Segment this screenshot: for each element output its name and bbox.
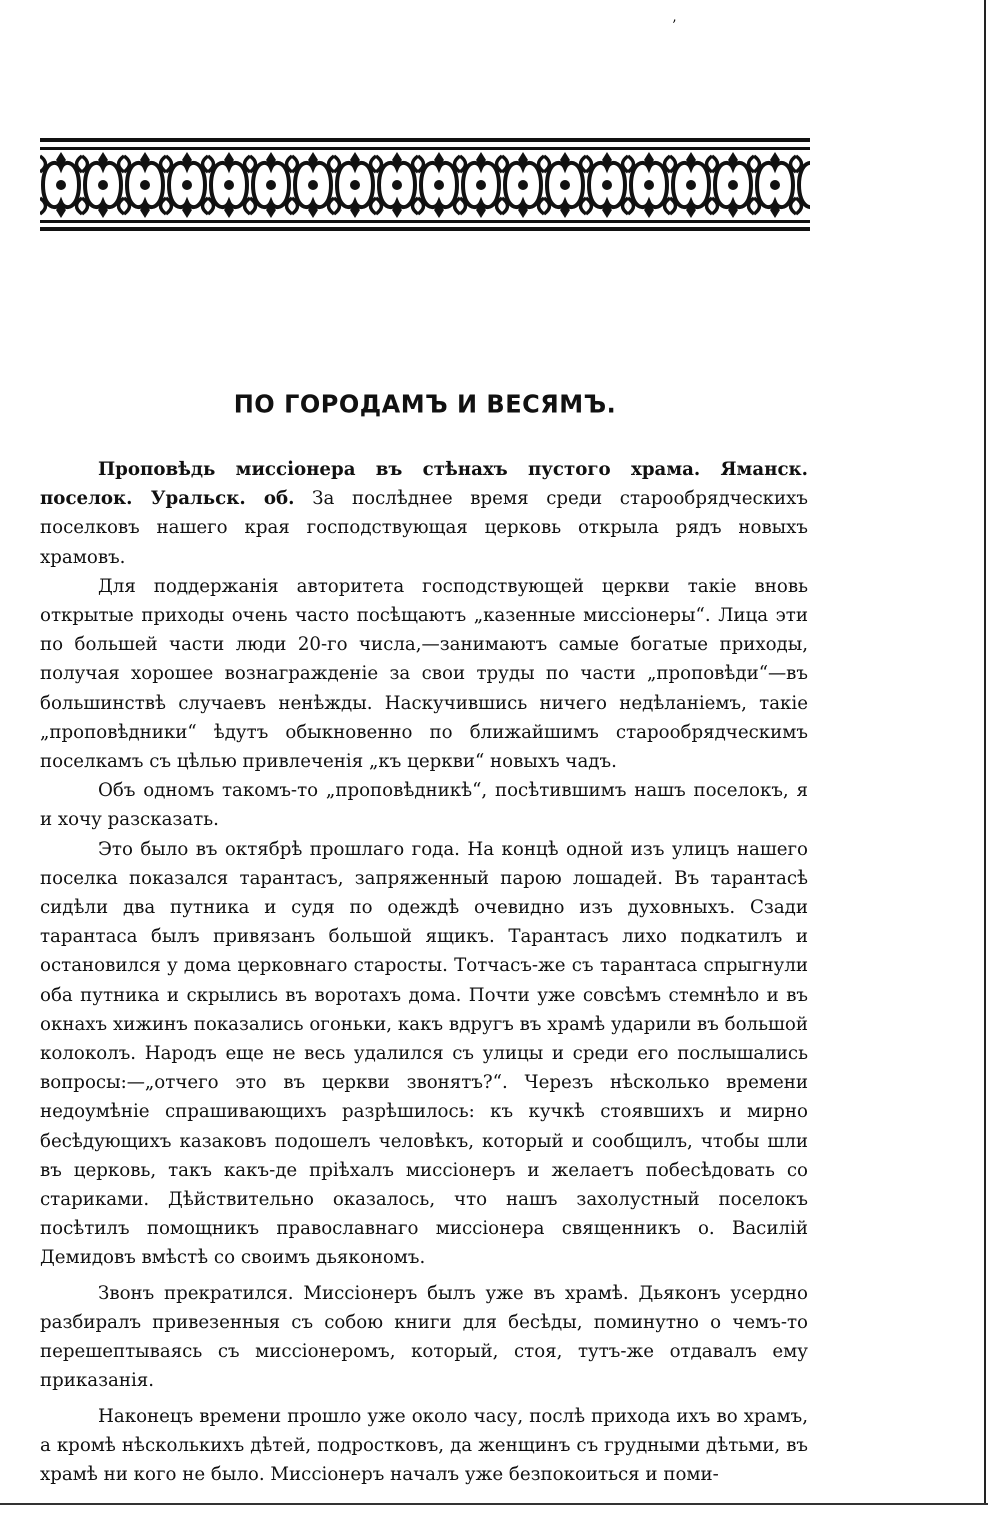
ornament-motif [334,152,376,218]
paragraph: Объ одномъ такомъ-то „проповѣдникѣ“, посѣтившимъ нашъ поселокъ, я и хочу разсказать. [40,780,808,831]
ornament-motif [796,152,810,218]
lead-text: За послѣднее время среди старообрядческихъ поселковъ нашего края господствующая церковь открыла рядъ новыхъ храмовъ. [40,488,808,568]
ornament-motif [82,152,124,218]
decorative-headpiece [40,138,810,232]
ornament-motif [292,152,334,218]
ornament-motif [40,152,82,218]
paragraph: Звонъ прекратился. Миссіонеръ былъ уже въ храмѣ. Дьяконъ усердно разбиралъ привезенныя съ собою книги для бесѣды, поминутно о чемъ-то перешептываясь съ миссіонеромъ, который, стоя, тутъ-же отдавалъ ему приказанія. [40,1282,808,1392]
lead-heading: Проповѣдь миссіонера въ стѣнахъ пустого храма. Яманск. поселок. Уральск. об. [40,459,808,510]
page-bottom-border [0,1503,988,1505]
ornament-motif [166,152,208,218]
ornament-motif [208,152,250,218]
ornament-motif [124,152,166,218]
paragraph: Наконецъ времени прошло уже около часу, послѣ прихода ихъ во храмъ, а кромѣ нѣсколькихъ дѣтей, подростковъ, да женщинъ съ грудными дѣтьми, въ храмѣ ни кого не было. Миссіонеръ началъ уже безпокоиться и поми- [40,1405,808,1485]
ornament-motif [670,152,712,218]
page-right-border [984,0,986,1503]
page-title: ПО ГОРОДАМЪ И ВЕСЯМЪ. [233,389,617,419]
ornament-motif [754,152,796,218]
ornament-motif [544,152,586,218]
print-speck: ’ [672,18,677,34]
paragraph-lead [40,455,808,572]
ornament-motif [418,152,460,218]
paragraph: Для поддержанія авторитета господствующей церкви такіе вновь открытые приходы очень часто посѣщаютъ „казенные миссіонеры“. Лица эти по большей части люди 20-го числа,—занимаютъ самые богатые приходы, получая хорошее вознагражденіе за свои труды по части „проповѣди“—въ большинствѣ случаевъ ненѣжды. Наскучившись ничего недѣланіемъ, такіе „проповѣдники“ ѣдутъ обыкновенно по ближайшимъ старообрядческимъ поселкамъ съ цѣлью привлеченія „къ церкви“ новыхъ чадъ. [40,575,808,773]
ornament-motif [712,152,754,218]
paragraph: Это было въ октябрѣ прошлаго года. На концѣ одной изъ улицъ нашего поселка показался тарантасъ, запряженный парою лошадей. Въ тарантасѣ сидѣли два путника и судя по одеждѣ очевидно изъ духовныхъ. Сзади тарантаса былъ привязанъ большой ящикъ. Тарантасъ лихо подкатилъ и остановился у дома церковнаго старосты. Тотчасъ-же съ тарантаса спрыгнули оба путника и скрылись въ воротахъ дома. Почти уже совсѣмъ стемнѣло и въ окнахъ хижинъ показались огоньки, какъ вдругъ въ храмѣ ударили въ большой колоколъ. Народъ еще не весь удалился съ улицы и среди его послышались вопросы:—„отчего это въ церкви звонятъ?“. Черезъ нѣсколько времени недоумѣніе спрашивающихъ разрѣшилось: къ кучкѣ стоявшихъ и мирно бесѣдующихъ казаковъ подошелъ человѣкъ, который и сообщилъ, чтобы шли въ церковь, такъ какъ-де пріѣхалъ миссіонеръ и желаетъ побесѣдовать со стариками. Дѣйствительно оказалось, что нашъ захолустный поселокъ посѣтилъ помощникъ православнаго миссіонера священникъ о. Василій Демидовъ вмѣстѣ со своимъ дьякономъ. [40,838,808,1269]
ornament-motif [628,152,670,218]
ornament-motif [250,152,292,218]
ornament-motif [502,152,544,218]
ornament-motif [460,152,502,218]
ornament-motif [586,152,628,218]
ornament-motif [376,152,418,218]
article-body [40,455,808,1489]
